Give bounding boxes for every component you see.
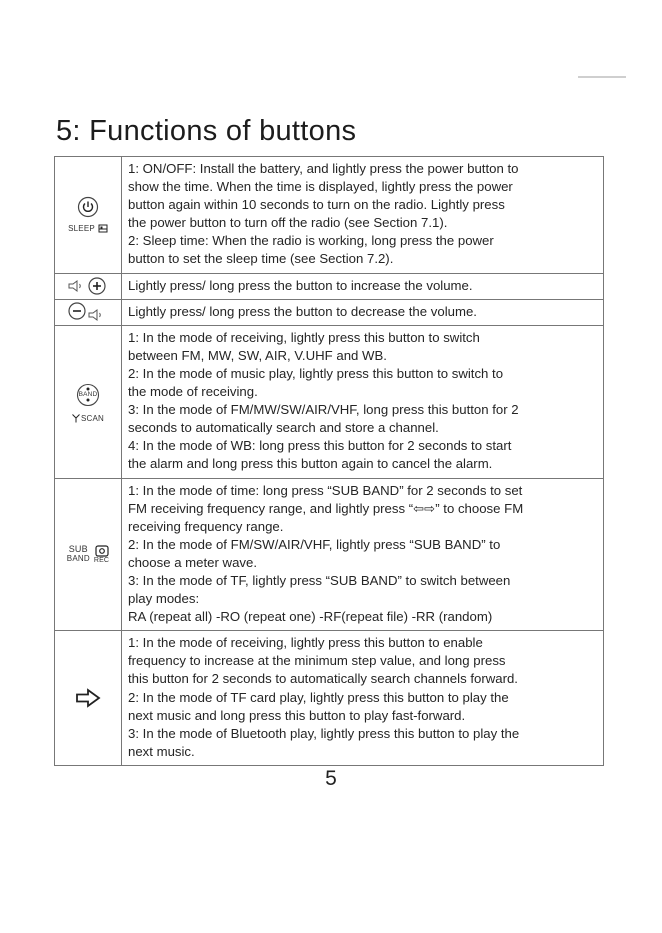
row-text-volume-up: [122, 274, 603, 299]
text-line: 3: In the mode of Bluetooth play, lightly press this button to play the: [128, 725, 520, 741]
text-line: the power button to turn off the radio (see Section 7.1).: [128, 215, 448, 231]
text-line: 1: ON/OFF: Install the battery, and lightly press the power button to: [128, 161, 519, 176]
scan-label: SCAN: [80, 414, 105, 424]
page-edge-line: [578, 76, 626, 78]
text-line: the alarm and long press this button again to cancel the alarm.: [128, 456, 493, 472]
band-label: BAND: [78, 391, 98, 399]
sleep-bed-icon: [98, 224, 108, 233]
text-line: between FM, MW, SW, AIR, V.UHF and WB.: [128, 347, 387, 363]
volume-down-icon: [66, 301, 110, 323]
row-text-volume-down: [122, 300, 603, 325]
text-line: 2: Sleep time: When the radio is working, long press the power: [128, 233, 494, 249]
power-icon: [77, 196, 99, 218]
table-row-forward: [55, 630, 603, 765]
text-line: the mode of receiving.: [128, 384, 258, 400]
sub-label: SUB: [68, 544, 88, 555]
row-text-sub-band: [122, 479, 603, 631]
icon-cell-band-scan: [55, 326, 122, 478]
record-icon: [95, 545, 109, 557]
text-line: 3: In the mode of TF, lightly press “SUB BAND” to switch between: [128, 572, 511, 588]
text-line: 3: In the mode of FM/MW/SW/AIR/VHF, long press this button for 2: [128, 402, 519, 418]
icon-cell-volume-down: [55, 300, 122, 325]
text-line: button again within 10 seconds to turn on the radio. Lightly press: [128, 197, 505, 213]
text-line: next music and long press this button to play fast-forward.: [128, 707, 466, 723]
text-line: RA (repeat all) -RO (repeat one) -RF(repeat file) -RR (random): [128, 609, 493, 625]
text-line: Lightly press/ long press the button to increase the volume.: [128, 277, 473, 293]
text-line: receiving frequency range.: [128, 518, 284, 534]
text-line: 1: In the mode of receiving, lightly press this button to switch: [128, 329, 480, 345]
icon-cell-volume-up: [55, 274, 122, 299]
text-line: button to set the sleep time (see Section 7.2).: [128, 251, 394, 267]
table-row-power: [55, 157, 603, 273]
text-line: 4: In the mode of WB: long press this button for 2 seconds to start: [128, 438, 512, 454]
text-line: next music.: [128, 743, 195, 759]
button-functions-table: [54, 156, 604, 766]
text-line: show the time. When the time is displayed, lightly press the power: [128, 179, 513, 195]
text-line: 2: In the mode of FM/SW/AIR/VHF, lightly press “SUB BAND” to: [128, 536, 501, 552]
antenna-icon: [72, 414, 80, 423]
text-line: frequency to increase at the minimum step value, and long press: [128, 653, 506, 669]
text-line: 2: In the mode of music play, lightly press this button to switch to: [128, 365, 504, 381]
row-text-forward: [122, 631, 603, 765]
page-number: 5: [325, 767, 337, 790]
text-line: Lightly press/ long press the button to decrease the volume.: [128, 303, 477, 319]
page-title: 5: Functions of buttons: [56, 115, 357, 147]
icon-cell-sub-band: [55, 479, 122, 631]
table-row-band-scan: [55, 325, 603, 478]
text-line: FM receiving frequency range, and lightly press “⇦⇨” to choose FM: [128, 500, 524, 516]
text-line: play modes:: [128, 591, 200, 607]
table-row-volume-down: [55, 299, 603, 325]
text-line: this button for 2 seconds to automatically search channels forward.: [128, 671, 518, 687]
text-line: 1: In the mode of time: long press “SUB BAND” for 2 seconds to set: [128, 482, 523, 498]
sleep-label: SLEEP: [68, 224, 95, 234]
icon-cell-power: [55, 157, 122, 273]
text-line: seconds to automatically search and store a channel.: [128, 420, 439, 436]
table-row-volume-up: [55, 273, 603, 299]
row-text-band-scan: [122, 326, 603, 478]
row-text-power: [122, 157, 603, 273]
text-line: 2: In the mode of TF card play, lightly press this button to play the: [128, 689, 509, 705]
arrow-right-icon: [75, 688, 101, 708]
table-row-sub-band: [55, 478, 603, 631]
band-label-small: BAND: [66, 554, 90, 564]
sub-band-rec-icon: [67, 545, 109, 564]
rec-label: REC: [93, 556, 110, 564]
text-line: 1: In the mode of receiving, lightly press this button to enable: [128, 635, 483, 651]
text-line: choose a meter wave.: [128, 554, 258, 570]
volume-up-icon: [66, 276, 110, 296]
icon-cell-forward: [55, 631, 122, 765]
